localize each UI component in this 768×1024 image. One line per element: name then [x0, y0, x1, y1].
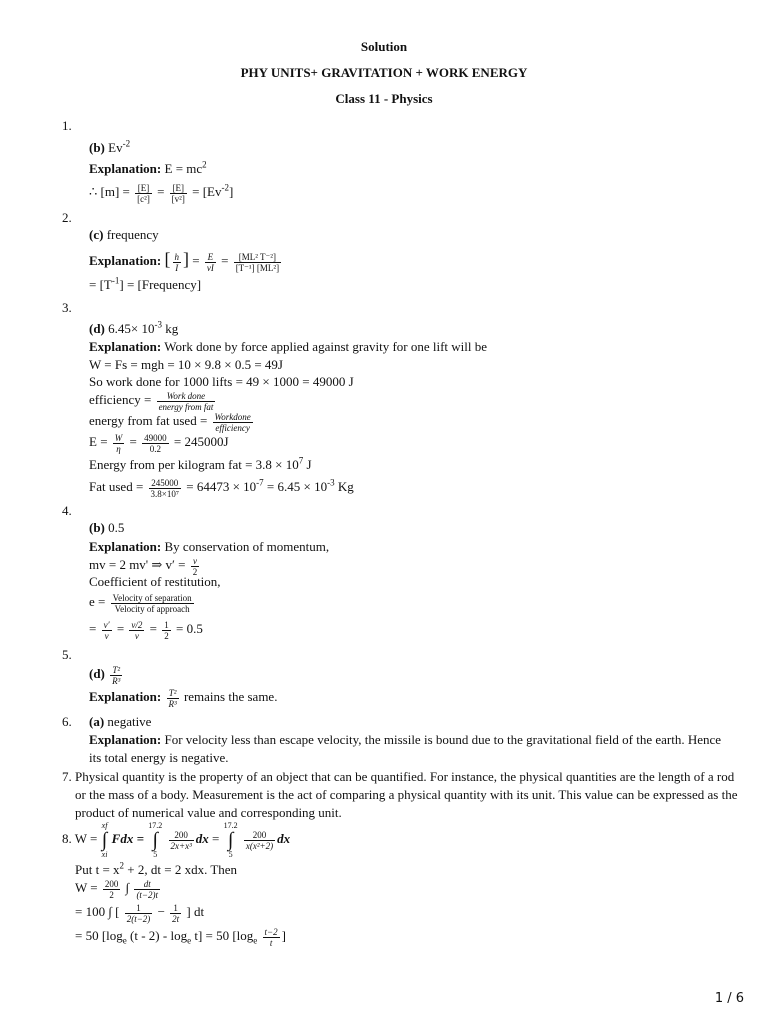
equation-line: = 100 ∫ [ $\frac{1}{2(t-2)}$ − $\frac{1}{2t}$ ] dt: [75, 902, 205, 924]
answer-line: (b) $Ev^{-2}$: [89, 138, 131, 155]
equation-line: 8. W = xf ∫ xi Fdx = 17.2 ∫ 5 $\frac{200}{\text{2x+x³}}$ dx = 17.2 ∫ 5 $\frac{200}{\text{x(x²+2)}}$ dx: [62, 821, 291, 860]
equation-line: energy from fat used = $\frac{\text{Workdone}}{\text{efficiency}}$: [89, 411, 251, 433]
page-indicator: 1 / 6: [714, 991, 744, 1006]
equation-line: W = Fs = mgh = 10 × 9.8 × 0.5 = 49J: [89, 357, 283, 372]
equation-line: Put $t = x^2 + 2$, dt = 2 xdx. Then: [75, 860, 238, 877]
explanation-line: Explanation: By conservation of momentum,: [89, 539, 330, 554]
question-number: 2.: [62, 210, 72, 225]
explanation-line: Explanation: $\frac{\text{T²}}{\text{R³}}$ remains the same.: [89, 687, 278, 709]
class-subtitle: Class 11 - Physics: [335, 91, 433, 106]
equation-line: W = $\frac{200}{2}$ ∫ $\frac{dt}{(t-2)t}$: [75, 878, 159, 900]
equation-line: = $[T^{-1}]$ = [Frequency]: [89, 275, 202, 292]
explanation-line: Explanation: [ $\frac{h}{I}$ ] = $\frac{E}{vI}$ = $\frac{\text{[ML² T⁻²]}}{\text{[T⁻¹] [ML²]}}$: [89, 249, 280, 273]
equation-line: e = $\frac{\text{Velocity of separation}}{\text{Velocity of approach}}$: [89, 592, 192, 614]
equation-line: E = $\frac{W}{\eta}$ = $\frac{49000}{0.2}$ = 245000J: [89, 432, 229, 454]
question-number: 4.: [62, 503, 72, 518]
document-title: PHY UNITS+ GRAVITATION + WORK ENERGY: [240, 65, 528, 80]
equation-line: Coefficient of restitution,: [89, 574, 221, 589]
question-paragraph: 7. Physical quantity is the property of an object that can be quantified. For instance, the physical quantities are the length of a rod or the mass of a body. Measurement is the act of comparing a physical quantity with its unit. This value can be expressed as the product of numerical value and corresponding unit.: [62, 769, 738, 820]
question-number: 6.: [62, 714, 72, 729]
equation-line: Energy from per kilogram fat = $3.8 \times 10^7$ J: [89, 455, 312, 472]
equation-line: efficiency = $\frac{\text{Work done}}{\text{energy from fat}}$: [89, 390, 214, 412]
explanation-line: Explanation: Work done by force applied against gravity for one lift will be: [89, 339, 488, 354]
question-number: 1.: [62, 118, 72, 133]
answer-line: (a) negative: [89, 714, 152, 729]
document-label: Solution: [360, 39, 408, 54]
equation-line: = 50 [$\log_e$ $(t - 2) - \log_e t] = 50$ [$\log_e$ $\frac{t-2}{t}$ ]: [75, 926, 286, 948]
equation-line: mv = 2 mv' ⇒ v′ = $\frac{v}{2}$: [89, 555, 198, 577]
question-number: 5.: [62, 647, 72, 662]
explanation-paragraph: Explanation: For velocity less than escape velocity, the missile is bound due to the gravitational field of the earth. Hence its total energy is negative.: [89, 732, 722, 765]
equation-line: Fat used = $\frac{245000}{\text{3.8×10⁷}}$ = $64473 \times 10^{-7} = 6.45 \times 10^{-3}$ Kg: [89, 477, 354, 499]
question-number: 3.: [62, 300, 72, 315]
answer-line: (c) frequency: [89, 227, 159, 242]
equation-line: = $\frac{v'}{v}$ = $\frac{v/2}{v}$ = $\frac{1}{2}$ = 0.5: [89, 619, 203, 641]
explanation-line: Explanation: $E = mc^2$: [89, 159, 207, 176]
answer-line: (b) 0.5: [89, 520, 125, 535]
answer-line: (d) $6.45\times 10^{-3}$ kg: [89, 319, 179, 336]
equation-line: So work done for 1000 lifts = 49 × 1000 = 49000 J: [89, 374, 354, 389]
equation-line: ∴ [m] = $\frac{[E]}{\text{[c²]}}$ = $\frac{[E]}{\text{[v²]}}$ = $[Ev^{-2}]$: [89, 182, 234, 204]
answer-line: (d) $\frac{\text{T²}}{\text{R³}}$: [89, 664, 121, 686]
